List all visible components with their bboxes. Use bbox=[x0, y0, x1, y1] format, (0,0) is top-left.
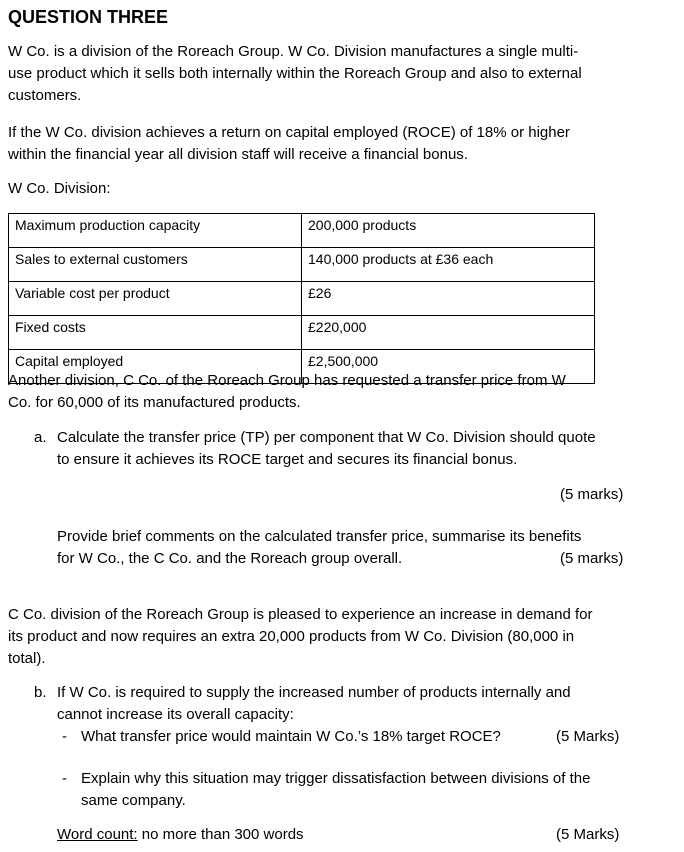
part-b-marks: (5 Marks) bbox=[556, 826, 620, 843]
division-data-table bbox=[8, 213, 595, 384]
word-count-text: no more than 300 words bbox=[137, 826, 304, 843]
intro-line: use product which it sells both internally within the Roreach Group and also to external bbox=[8, 65, 582, 82]
table-row bbox=[9, 316, 595, 350]
transfer-request-line: Another division, C Co. of the Roreach Group has requested a transfer price from W bbox=[8, 372, 566, 389]
word-count bbox=[57, 826, 304, 844]
question-title: QUESTION THREE bbox=[8, 7, 169, 27]
bonus-line: within the financial year all division staff will receive a financial bonus. bbox=[8, 146, 468, 163]
word-count-label: Word count: bbox=[57, 826, 138, 843]
comments-line: Provide brief comments on the calculated transfer price, summarise its benefits bbox=[57, 528, 582, 545]
row-value: £220,000 bbox=[302, 316, 595, 350]
table-row bbox=[9, 214, 595, 248]
part-b-line: cannot increase its overall capacity: bbox=[57, 706, 294, 723]
bullet-dash: - bbox=[62, 728, 67, 745]
part-b-line: If W Co. is required to supply the increased number of products internally and bbox=[57, 684, 571, 701]
bullet-dash: - bbox=[62, 770, 67, 787]
bullet-text: What transfer price would maintain W Co.’s 18% target ROCE? bbox=[81, 728, 501, 745]
table-heading: W Co. Division: bbox=[8, 180, 111, 197]
row-label: Variable cost per product bbox=[9, 282, 302, 316]
part-b-marker: b. bbox=[34, 684, 47, 701]
bullet-marks: (5 Marks) bbox=[556, 728, 620, 745]
row-label: Sales to external customers bbox=[9, 248, 302, 282]
part-a-marks: (5 marks) bbox=[560, 486, 624, 503]
demand-line: C Co. division of the Roreach Group is pleased to experience an increase in demand for bbox=[8, 606, 593, 623]
row-value: 200,000 products bbox=[302, 214, 595, 248]
row-label: Capital employed bbox=[9, 350, 302, 384]
intro-line: customers. bbox=[8, 87, 82, 104]
row-value: £2,500,000 bbox=[302, 350, 595, 384]
transfer-request-line: Co. for 60,000 of its manufactured products. bbox=[8, 394, 301, 411]
intro-line: W Co. is a division of the Roreach Group. W Co. Division manufactures a single multi- bbox=[8, 43, 579, 60]
bullet-text: same company. bbox=[81, 792, 186, 809]
demand-line: its product and now requires an extra 20,000 products from W Co. Division (80,000 in bbox=[8, 628, 575, 645]
part-a-line: Calculate the transfer price (TP) per component that W Co. Division should quote bbox=[57, 429, 596, 446]
table-row bbox=[9, 282, 595, 316]
bonus-line: If the W Co. division achieves a return on capital employed (ROCE) of 18% or higher bbox=[8, 124, 570, 141]
table-row bbox=[9, 248, 595, 282]
part-a-line: to ensure it achieves its ROCE target and secures its financial bonus. bbox=[57, 451, 518, 468]
row-value: £26 bbox=[302, 282, 595, 316]
comments-marks: (5 marks) bbox=[560, 550, 624, 567]
demand-line: total). bbox=[8, 650, 46, 667]
part-a-marker: a. bbox=[34, 429, 47, 446]
row-label: Maximum production capacity bbox=[9, 214, 302, 248]
bullet-text: Explain why this situation may trigger dissatisfaction between divisions of the bbox=[81, 770, 591, 787]
comments-line: for W Co., the C Co. and the Roreach group overall. bbox=[57, 550, 403, 567]
row-label: Fixed costs bbox=[9, 316, 302, 350]
row-value: 140,000 products at £36 each bbox=[302, 248, 595, 282]
